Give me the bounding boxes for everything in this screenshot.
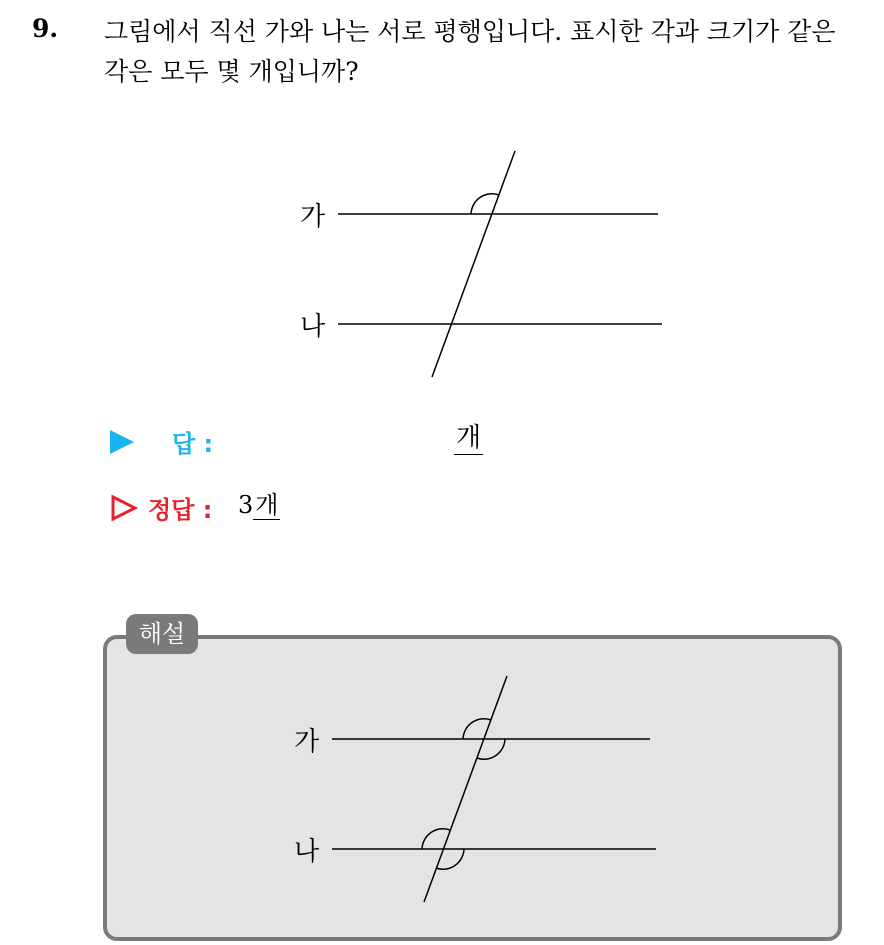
explanation-tab: 해설 xyxy=(126,614,198,654)
angle-arc-b-upper xyxy=(422,829,450,849)
line-b-label: 나 xyxy=(300,312,326,342)
correct-answer-row xyxy=(110,490,510,526)
line-a-label: 가 xyxy=(300,202,326,232)
correct-answer-value-wrap xyxy=(238,488,280,522)
correct-answer-unit: 개 xyxy=(255,491,279,519)
question-text-line1: 그림에서 직선 가와 나는 서로 평행입니다. 표시한 각과 크기가 같은 xyxy=(104,17,836,46)
explanation-figure xyxy=(284,670,674,915)
outline-triangle-icon xyxy=(110,494,138,522)
expl-line-a-label: 가 xyxy=(294,727,320,757)
angle-arc-a-lower xyxy=(477,739,505,759)
question-text-line2: 각은 모두 몇 개입니까? xyxy=(104,57,359,86)
answer-label: 답 : xyxy=(172,430,214,458)
question-number: 9. xyxy=(32,14,59,43)
question-text xyxy=(104,12,874,92)
play-triangle-icon xyxy=(110,430,134,454)
answer-blank[interactable]: 개 xyxy=(456,423,482,453)
parallel-lines-figure xyxy=(290,145,680,390)
correct-answer-label: 정답 : xyxy=(148,496,213,524)
expl-line-b-label: 나 xyxy=(294,837,320,867)
correct-answer-value: 3 xyxy=(238,491,254,519)
answer-row xyxy=(110,424,610,460)
transversal xyxy=(432,151,515,377)
